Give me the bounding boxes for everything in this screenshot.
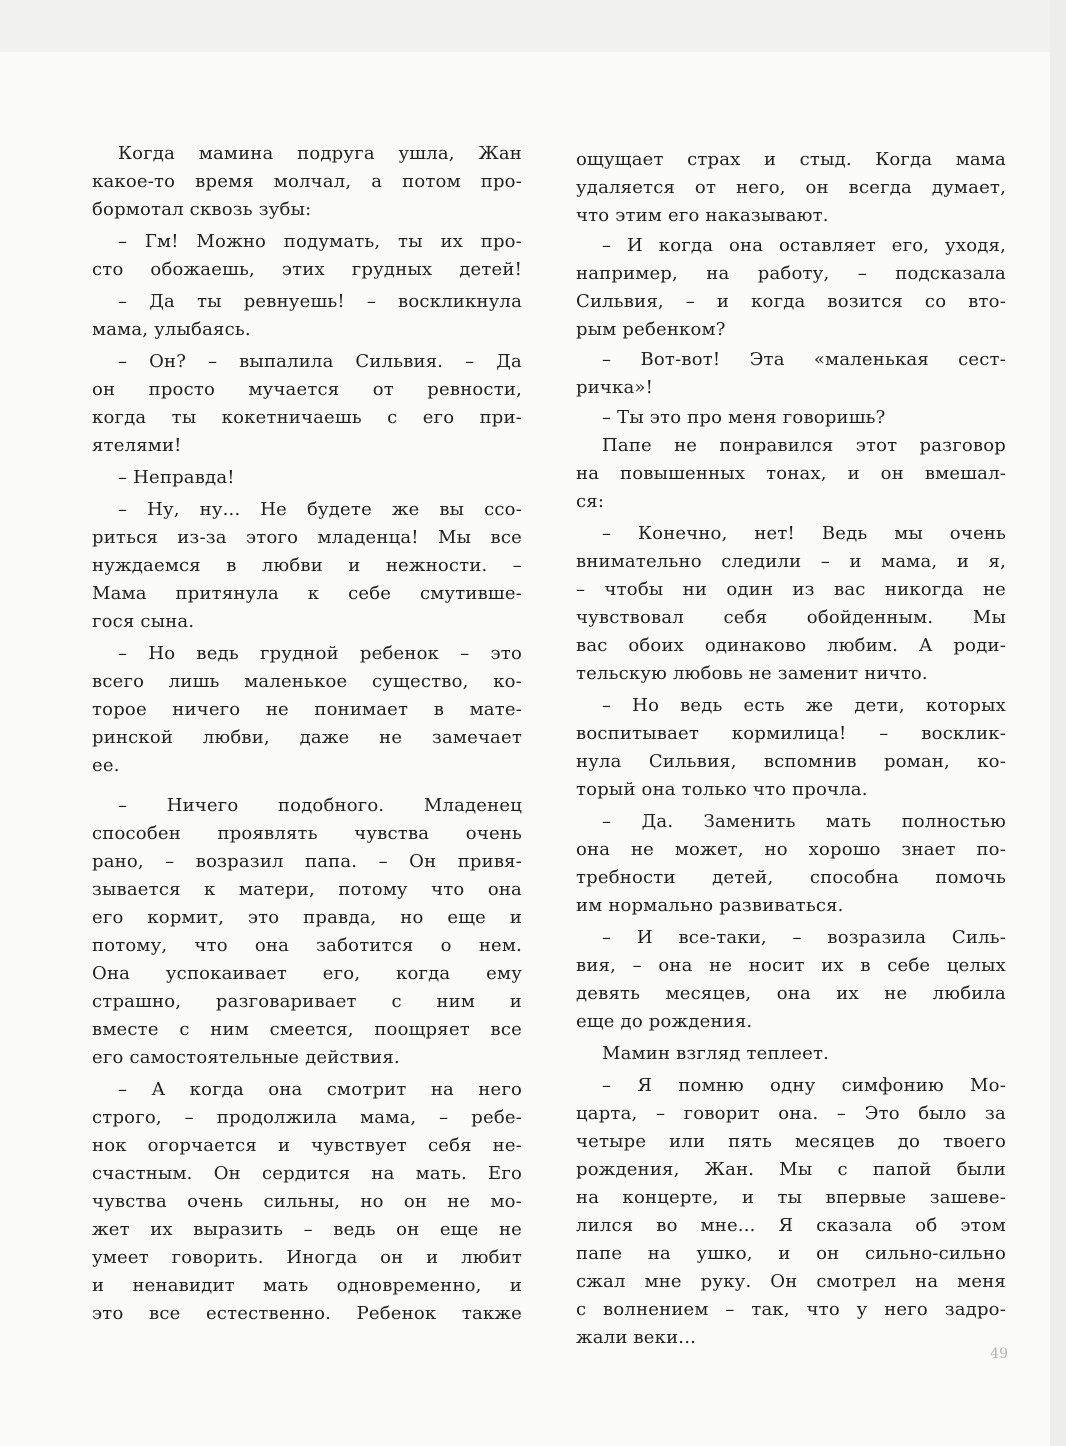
text-line: на повышенных тонах, и он вмешал- bbox=[576, 463, 1006, 484]
text-line: ричка»! bbox=[576, 377, 654, 398]
text-line: рождения, Жан. Мы с папой были bbox=[576, 1159, 1006, 1180]
scan-right-edge bbox=[1050, 0, 1066, 1446]
text-line: вия, – она не носит их в себе целых bbox=[576, 955, 1006, 976]
text-line: – Он? – выпалила Сильвия. – Да bbox=[118, 351, 522, 372]
text-line: Папе не понравился этот разговор bbox=[602, 435, 1006, 456]
text-line: его самостоятельные действия. bbox=[92, 1047, 400, 1068]
text-line: торое ничего не понимает в мате- bbox=[92, 699, 522, 720]
page-number: 49 bbox=[990, 1346, 1008, 1362]
text-line: – Да. Заменить мать полностью bbox=[602, 811, 1006, 832]
text-line: – чтобы ни один из вас никогда не bbox=[576, 579, 1006, 600]
text-line: – Ну, ну... Не будете же вы ссо- bbox=[118, 499, 522, 520]
text-line: Когда мамина подруга ушла, Жан bbox=[118, 143, 522, 164]
text-line: сжал мне руку. Он смотрел на меня bbox=[576, 1271, 1006, 1292]
text-line: царта, – говорит она. – Это было за bbox=[576, 1103, 1006, 1124]
text-line: Мамин взгляд теплеет. bbox=[602, 1043, 830, 1064]
text-line: зывается к матери, потому что она bbox=[92, 879, 522, 900]
text-line: им нормально развиваться. bbox=[576, 895, 844, 916]
text-line: четыре или пять месяцев до твоего bbox=[576, 1131, 1006, 1152]
text-line: – Конечно, нет! Ведь мы очень bbox=[602, 523, 1006, 544]
text-line: воспитывает кормилица! – восклик- bbox=[576, 723, 1006, 744]
text-line: удаляется от него, он всегда думает, bbox=[576, 177, 1006, 198]
text-line: рано, – возразил папа. – Он привя- bbox=[92, 851, 522, 872]
text-line: потому, что она заботится о нем. bbox=[92, 935, 522, 956]
text-line: строго, – продолжила мама, – ребе- bbox=[92, 1107, 522, 1128]
text-line: гося сына. bbox=[92, 611, 195, 632]
text-line: – Да ты ревнуешь! – воскликнула bbox=[118, 291, 522, 312]
text-line: бормотал сквозь зубы: bbox=[92, 199, 312, 220]
text-line: ятелями! bbox=[92, 435, 182, 456]
text-line: вместе с ним смеется, поощряет все bbox=[92, 1019, 522, 1040]
text-line: тельскую любовь не заменит ничто. bbox=[576, 663, 928, 684]
text-line: какое-то время молчал, а потом про- bbox=[92, 171, 522, 192]
text-line: на концерте, и ты впервые зашеве- bbox=[576, 1187, 1006, 1208]
text-line: вас обоих одинаково любим. А роди- bbox=[576, 635, 1006, 656]
text-line: ее. bbox=[92, 755, 120, 776]
text-line: – Вот-вот! Эта «маленькая сест- bbox=[602, 349, 1006, 370]
text-line: он просто мучается от ревности, bbox=[92, 379, 522, 400]
text-line: девять месяцев, она их не любила bbox=[576, 983, 1006, 1004]
text-line: ся: bbox=[576, 491, 605, 512]
text-line: жет их выразить – ведь он еще не bbox=[92, 1219, 522, 1240]
text-line: ощущает страх и стыд. Когда мама bbox=[576, 149, 1006, 170]
text-line: счастным. Он сердится на мать. Его bbox=[92, 1163, 522, 1184]
text-line: – Но ведь есть же дети, которых bbox=[602, 695, 1006, 716]
text-line: нок огорчается и чувствует себя не- bbox=[92, 1135, 522, 1156]
text-line: Она успокаивает его, когда ему bbox=[92, 963, 522, 984]
text-line: – Я помню одну симфонию Мо- bbox=[602, 1075, 1006, 1096]
text-line: жали веки... bbox=[576, 1327, 697, 1348]
text-line: Мама притянула к себе смутивше- bbox=[92, 583, 522, 604]
text-line: она не может, но хорошо знает по- bbox=[576, 839, 1006, 860]
text-line: торый она только что прочла. bbox=[576, 779, 868, 800]
text-line: – Ты это про меня говоришь? bbox=[602, 407, 886, 428]
text-line: мама, улыбаясь. bbox=[92, 319, 251, 340]
text-line: – Ничего подобного. Младенец bbox=[118, 795, 522, 816]
text-line: рым ребенком? bbox=[576, 319, 726, 340]
text-line: чувствовал себя обойденным. Мы bbox=[576, 607, 1006, 628]
text-line: с волнением – так, что у него задро- bbox=[576, 1299, 1006, 1320]
text-line: – А когда она смотрит на него bbox=[118, 1079, 522, 1100]
text-line: требности детей, способна помочь bbox=[576, 867, 1006, 888]
text-line: нуждаемся в любви и нежности. – bbox=[92, 555, 522, 576]
text-line: его кормит, это правда, но еще и bbox=[92, 907, 522, 928]
text-line: риться из-за этого младенца! Мы все bbox=[92, 527, 522, 548]
text-line: страшно, разговаривает с ним и bbox=[92, 991, 522, 1012]
text-line: лился во мне... Я сказала об этом bbox=[576, 1215, 1006, 1236]
text-line: способен проявлять чувства очень bbox=[92, 823, 522, 844]
text-line: это все естественно. Ребенок также bbox=[92, 1303, 522, 1324]
text-line: – И все-таки, – возразила Силь- bbox=[602, 927, 1006, 948]
text-line: – Гм! Можно подумать, ты их про- bbox=[118, 231, 522, 252]
text-line: например, на работу, – подсказала bbox=[576, 263, 1006, 284]
scan-top-margin bbox=[0, 0, 1066, 52]
text-line: чувства очень сильны, но он не мо- bbox=[92, 1191, 522, 1212]
text-line: папе на ушко, и он сильно-сильно bbox=[576, 1243, 1006, 1264]
text-line: Сильвия, – и когда возится со вто- bbox=[576, 291, 1006, 312]
text-line: – И когда она оставляет его, уходя, bbox=[602, 235, 1006, 256]
text-line: и ненавидит мать одновременно, и bbox=[92, 1275, 522, 1296]
text-line: еще до рождения. bbox=[576, 1011, 753, 1032]
text-line: когда ты кокетничаешь с его при- bbox=[92, 407, 522, 428]
text-line: внимательно следили – и мама, и я, bbox=[576, 551, 1006, 572]
text-line: нула Сильвия, вспомнив роман, ко- bbox=[576, 751, 1006, 772]
text-line: – Но ведь грудной ребенок – это bbox=[118, 643, 522, 664]
text-line: что этим его наказывают. bbox=[576, 205, 829, 226]
text-line: умеет говорить. Иногда он и любит bbox=[92, 1247, 522, 1268]
text-line: сто обожаешь, этих грудных детей! bbox=[92, 259, 522, 280]
text-line: – Неправда! bbox=[118, 467, 235, 488]
text-line: ринской любви, даже не замечает bbox=[92, 727, 522, 748]
text-line: всего лишь маленькое существо, ко- bbox=[92, 671, 522, 692]
